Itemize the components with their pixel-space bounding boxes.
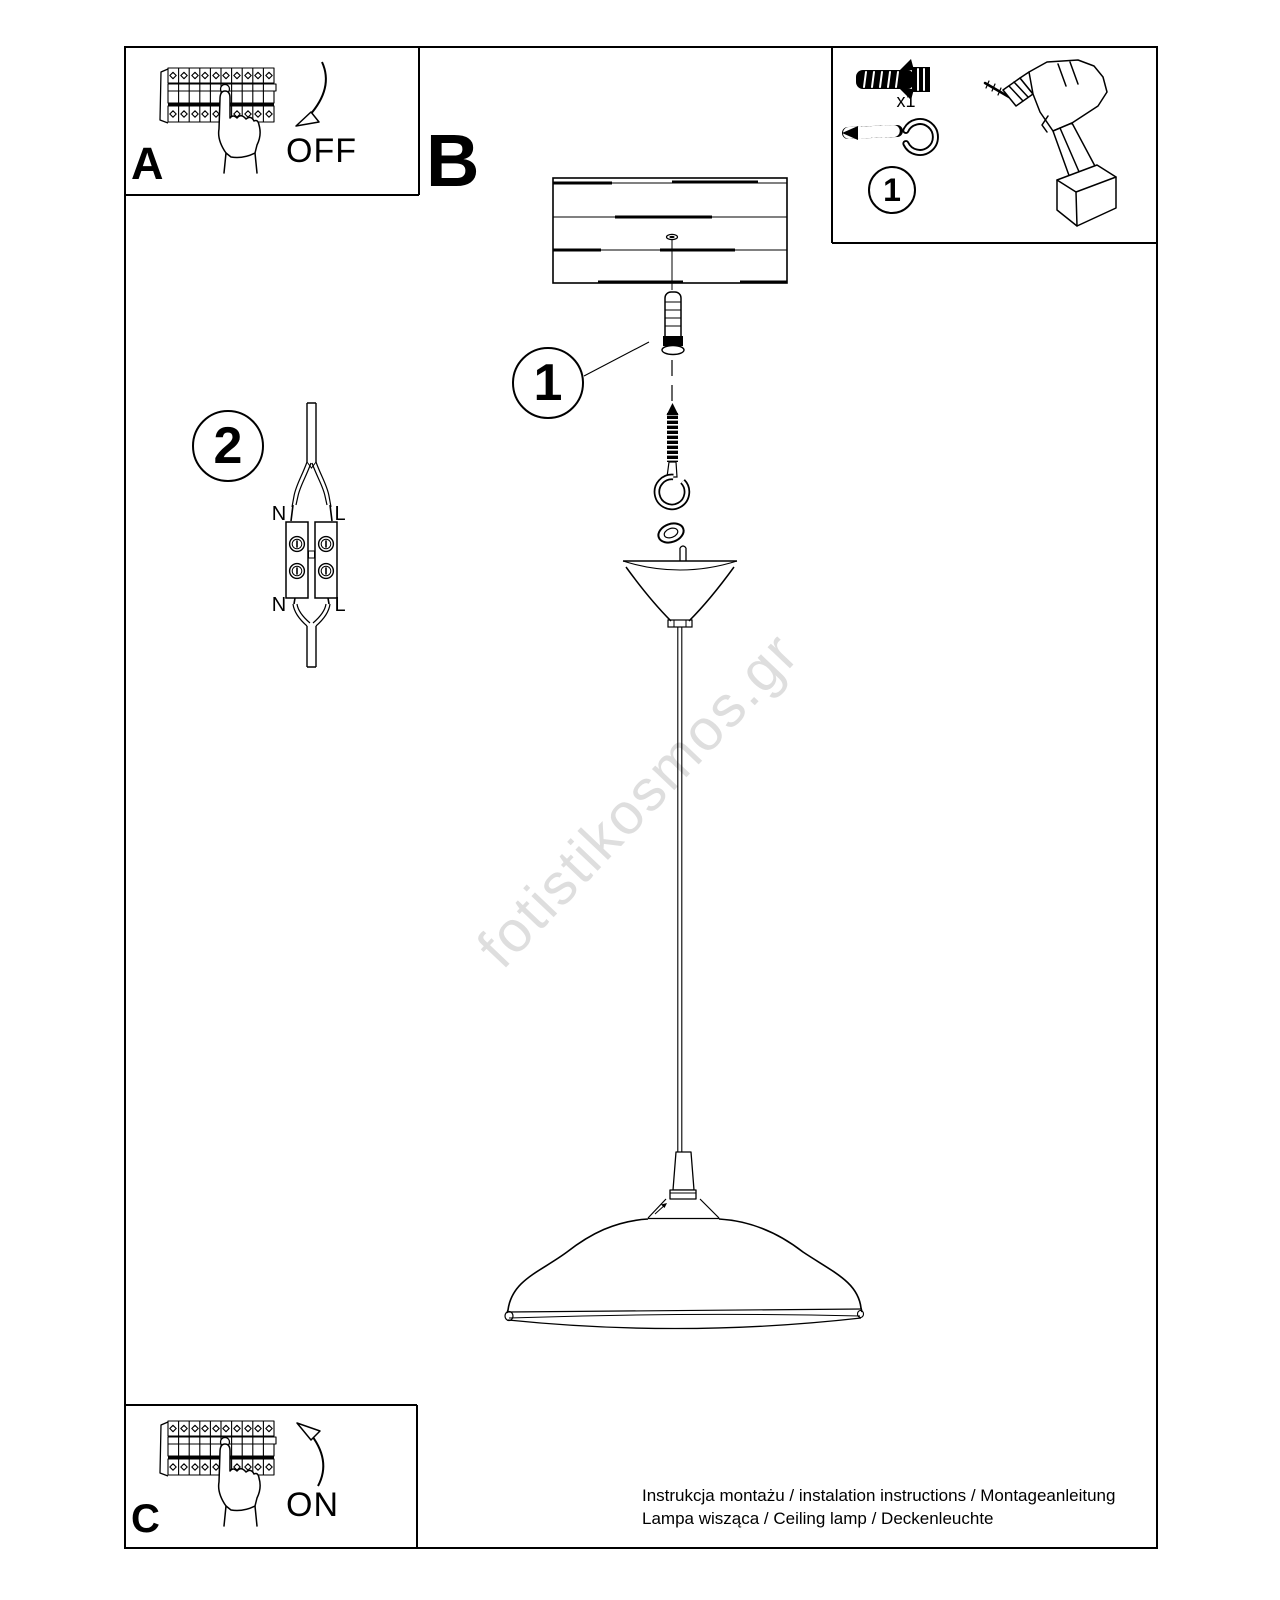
live-terminal-label-bottom: L	[334, 594, 346, 616]
lampshade-illustration	[505, 1152, 864, 1329]
power-off-label: OFF	[286, 132, 357, 170]
wiring-step-callout: 2	[192, 410, 264, 482]
power-on-label: ON	[286, 1486, 339, 1524]
canopy-illustration	[623, 520, 737, 627]
footer-line-2: Lampa wisząca / Ceiling lamp / Deckenleuchte	[642, 1509, 994, 1528]
footer-caption	[642, 1484, 1115, 1530]
ceiling-illustration	[553, 178, 787, 290]
parts-step-number-badge: 1	[868, 166, 916, 214]
footer-line-1: Instrukcja montażu / instalation instructions / Montageanleitung	[642, 1486, 1116, 1505]
pendant-cord	[678, 627, 682, 1152]
live-terminal-label-top: L	[334, 503, 346, 525]
step-c-label: C	[131, 1497, 160, 1541]
callout-leader-line	[584, 342, 649, 376]
drill-icon	[985, 60, 1116, 226]
step-b-label: B	[426, 119, 480, 202]
step-a-label: A	[131, 138, 164, 189]
hook-screw-icon	[842, 121, 935, 152]
neutral-terminal-label-top: N	[271, 503, 287, 525]
neutral-terminal-label-bottom: N	[271, 594, 287, 616]
anchor-quantity-label: x1	[896, 91, 916, 111]
terminal-connector-illustration	[286, 403, 337, 667]
sheet-frame	[125, 47, 1157, 1548]
anchor-step-callout: 1	[512, 347, 584, 419]
hook-screw-vertical	[657, 403, 687, 507]
watermark-text: fotistikosmos.gr	[464, 619, 812, 981]
wall-plug-vertical	[662, 292, 684, 402]
off-arrow	[309, 62, 326, 116]
